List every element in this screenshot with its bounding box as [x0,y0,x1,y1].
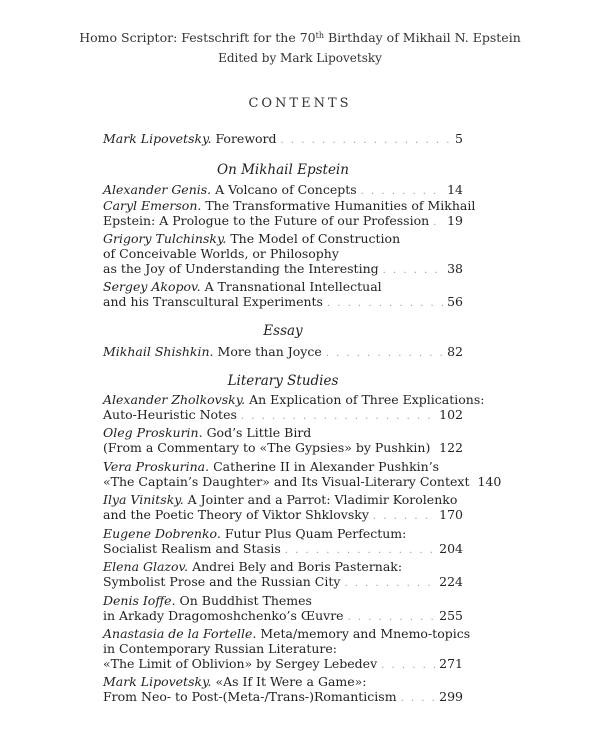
entry-title: in Arkady Dragomoshchenko’s Œuvre [103,608,344,623]
entry-title: The Transformative Humanities of Mikhail [205,198,476,213]
entry-author: Grigory Tulchinsky. [103,231,227,246]
toc-entry[interactable] [103,182,463,199]
entry-title: A Jointer and a Parrot: Vladimir Korolenko [187,492,458,507]
entry-title: «The Captain’s Daughter» and Its Visual-Literary Context [103,474,470,489]
entry-page: 102 [439,407,463,422]
entry-title: Meta/memory and Mnemo-topics [260,626,471,641]
entry-author: Alexander Genis. [103,182,212,197]
book-title: Homo Scriptor: Festschrift for the 70th Birthday of Mikhail N. Epstein [79,30,521,45]
entry-page: 122 [439,440,463,455]
entry-title: as the Joy of Understanding the Interesting [103,261,379,276]
entry-author: Caryl Emerson. [103,198,202,213]
entry-title: «As If It Were a Game»: [215,674,367,689]
entry-page: 224 [439,574,463,589]
entry-title: Catherine II in Alexander Pushkin’s [213,459,440,474]
toc-entry[interactable] [103,626,471,673]
entry-title: of Conceivable Worlds, or Philosophy [103,246,339,261]
entry-title: Andrei Bely and Boris Pasternak: [192,559,403,574]
section-heading: Essay [263,323,303,339]
entry-title: «The Limit of Oblivion» by Sergey Lebedev [103,656,378,671]
entry-page: 170 [439,507,463,522]
book-editor: Edited by Mark Lipovetsky [218,51,382,65]
entry-title: Futur Plus Quam Perfectum: [224,526,407,541]
entry-author: Mark Lipovetsky. [103,674,212,689]
entry-title: Socialist Realism and Stasis [103,541,281,556]
toc-entry[interactable] [103,392,485,424]
entry-author: Mark Lipovetsky. [103,131,212,146]
entry-page: 271 [439,656,463,671]
entry-title: An Explication of Three Explications: [249,392,485,407]
entry-page: 299 [439,689,463,704]
entry-title: Epstein: A Prologue to the Future of our Profession [103,213,430,228]
toc-entry[interactable] [103,559,463,591]
toc-entry[interactable] [103,231,463,278]
entry-page: 5 [455,131,463,146]
entry-title: Symbolist Prose and the Russian City [103,574,341,589]
entry-author: Denis Ioffe. [103,593,176,608]
toc-entry[interactable] [103,344,463,361]
entry-author: Alexander Zholkovsky. [103,392,246,407]
entry-author: Mikhail Shishkin. [103,344,214,359]
entry-page: 140 [477,474,502,489]
entry-page: 38 [447,261,463,276]
toc-entry[interactable] [103,526,463,558]
entry-title: God’s Little Bird [206,425,312,440]
toc-entry[interactable] [103,674,463,706]
entry-title: A Transnational Intellectual [204,279,382,294]
entry-page: 255 [439,608,463,623]
entry-title: More than Joyce [217,344,322,359]
entry-title: A Volcano of Concepts [215,182,357,197]
toc-entry[interactable] [103,198,476,230]
entry-page: 14 [447,182,463,197]
toc-entry-foreword[interactable] [103,131,463,148]
section-heading: On Mikhail Epstein [217,162,349,178]
entry-author: Vera Proskurina. [103,459,210,474]
entry-author: Oleg Proskurin. [103,425,203,440]
toc-entry[interactable] [103,425,463,457]
entry-page: 82 [447,344,463,359]
entry-title: and his Transcultural Experiments [103,294,323,309]
entry-title: (From a Commentary to «The Gypsies» by Pushkin) [103,440,431,455]
entry-author: Sergey Akopov. [103,279,201,294]
entry-title: On Buddhist Themes [179,593,312,608]
contents-heading: CONTENTS [248,96,352,111]
entry-title: From Neo- to Post-(Meta-/Trans-)Romanticism [103,689,397,704]
toc-entry[interactable] [103,593,463,625]
entry-author: Anastasia de la Fortelle. [103,626,257,641]
toc-entry[interactable] [103,492,463,524]
toc-entry[interactable] [103,459,502,491]
toc-entry[interactable] [103,279,463,311]
entry-title: Foreword [215,131,277,146]
entry-page: 19 [447,213,463,228]
entry-author: Ilya Vinitsky. [103,492,184,507]
section-heading: Literary Studies [227,373,339,389]
entry-page: 204 [439,541,463,556]
entry-author: Elena Glazov. [103,559,189,574]
entry-author: Eugene Dobrenko. [103,526,221,541]
entry-title: in Contemporary Russian Literature: [103,641,337,656]
entry-page: 56 [447,294,463,309]
entry-title: Auto-Heuristic Notes [103,407,237,422]
entry-title: The Model of Construction [230,231,401,246]
entry-title: and the Poetic Theory of Viktor Shklovsky [103,507,369,522]
